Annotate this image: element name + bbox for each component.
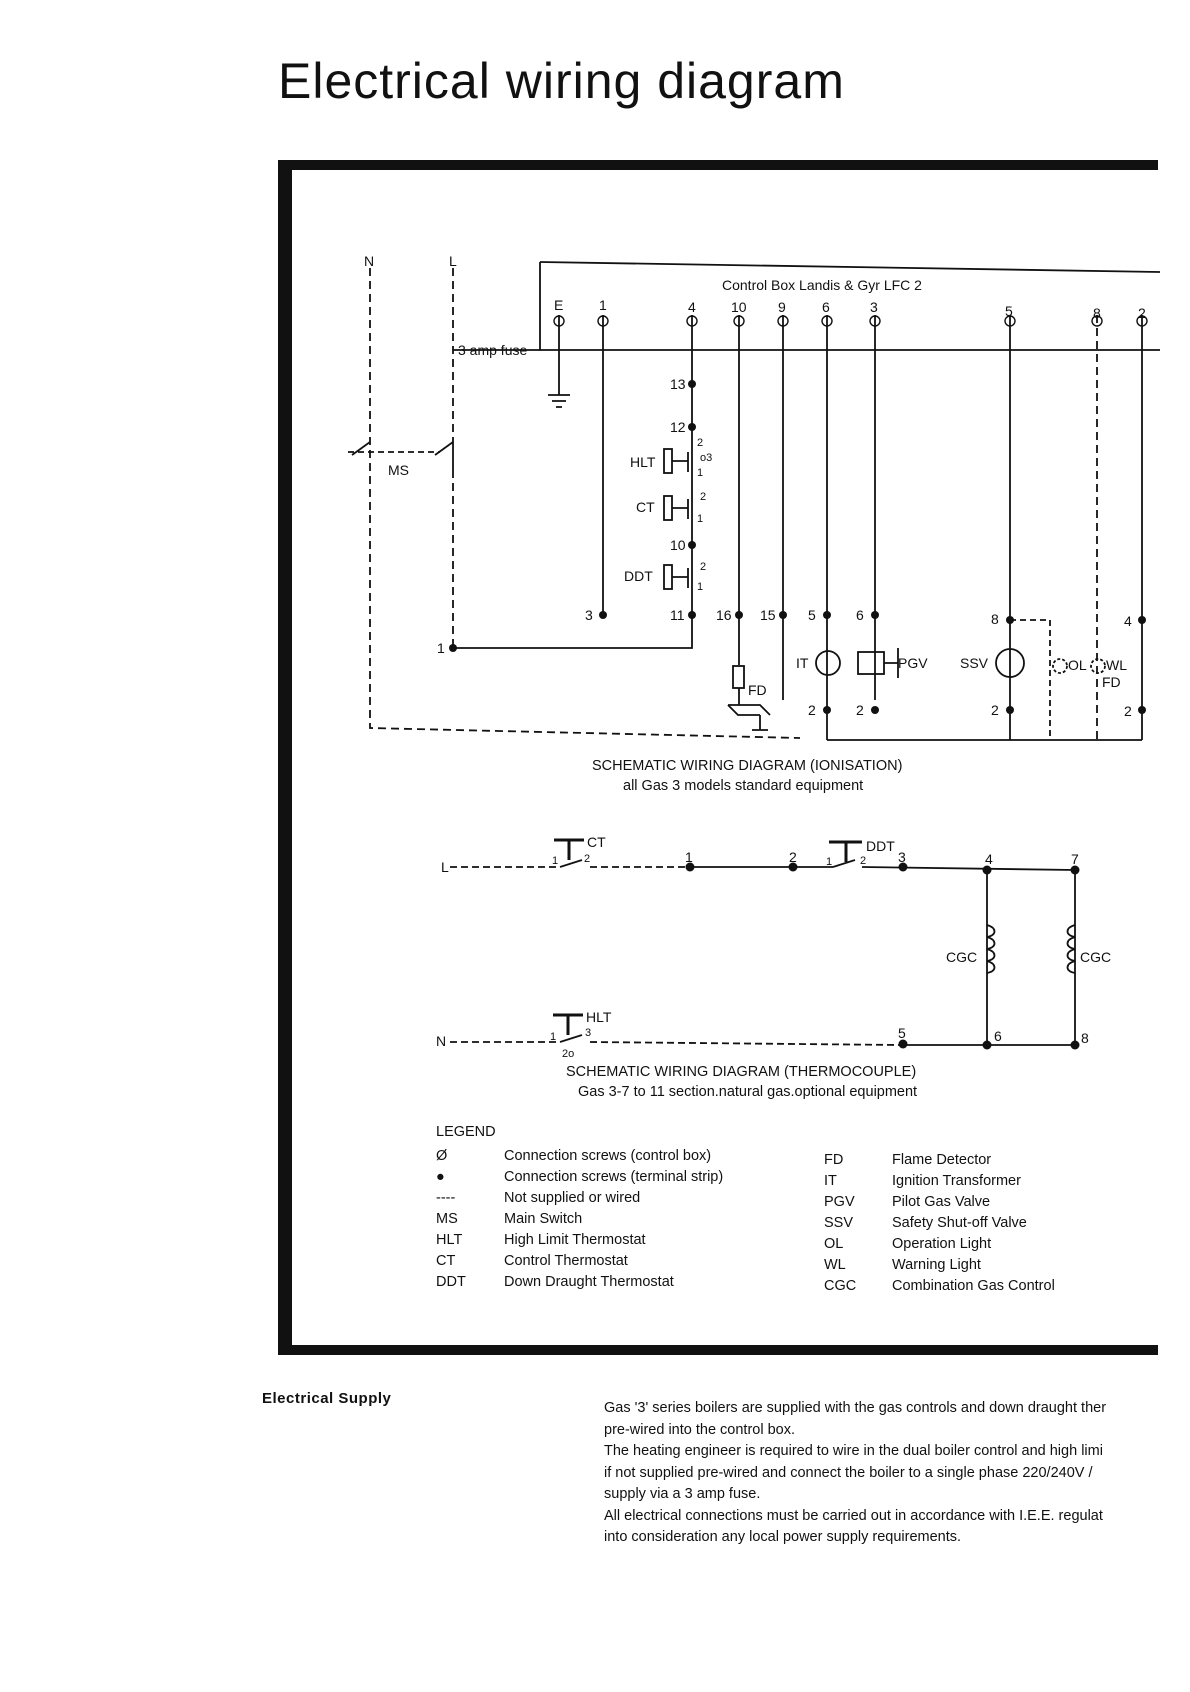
terminal-3: 3 [870, 299, 878, 315]
diagram1-labels [364, 253, 1146, 794]
legend-text: Combination Gas Control [892, 1278, 1055, 1294]
fd-label: FD [748, 682, 767, 698]
ddt-contact-1: 1 [826, 856, 833, 868]
caption2-line2: Gas 3-7 to 11 section.natural gas.optional equipment [578, 1084, 918, 1100]
legend-text: Control Thermostat [504, 1253, 628, 1269]
pilot-gas-valve-symbol [858, 652, 884, 674]
d2-ct-label: CT [587, 834, 606, 850]
legend-symbol: MS [436, 1211, 458, 1227]
diagram2-nodes [686, 863, 1080, 1050]
strip-13: 13 [670, 376, 686, 392]
node-1: 1 [685, 849, 693, 865]
supply-line: All electrical connections must be carried out in accordance with I.E.E. regulat [604, 1507, 1103, 1524]
ssv-label: SSV [960, 655, 989, 671]
control-box-screws [554, 316, 1147, 326]
strip-2c: 2 [991, 702, 999, 718]
supply-line: Gas '3' series boilers are supplied with the gas controls and down draught ther [604, 1400, 1107, 1416]
strip-2b: 2 [856, 702, 864, 718]
cgc-right-coil [1068, 925, 1076, 973]
caption1-line2: all Gas 3 models standard equipment [623, 778, 864, 794]
ol-label: OL [1068, 657, 1087, 673]
node-6: 6 [994, 1028, 1002, 1044]
legend-symbol: Ø [436, 1148, 448, 1164]
l-label: L [449, 253, 457, 269]
supply-line: supply via a 3 amp fuse. [604, 1486, 761, 1502]
legend-text: Connection screws (control box) [504, 1148, 712, 1164]
strip-4: 4 [1124, 613, 1132, 629]
legend-text: Ignition Transformer [892, 1173, 1021, 1189]
ignition-transformer-symbol [816, 651, 840, 675]
strip-11: 11 [670, 607, 685, 623]
ct-contact-2: 2 [584, 853, 591, 865]
terminal-2: 2 [1138, 305, 1146, 321]
supply-line: pre-wired into the control box. [604, 1421, 796, 1438]
legend-text: Down Draught Thermostat [504, 1274, 674, 1290]
legend-symbol: IT [824, 1173, 837, 1189]
ct-contact-2: 2 [700, 491, 707, 503]
ct-thermostat-symbol [664, 496, 672, 520]
strip-6: 6 [856, 607, 864, 623]
node-3: 3 [898, 849, 906, 865]
legend-symbol: OL [824, 1236, 844, 1252]
terminal-6: 6 [822, 299, 830, 315]
strip-16: 16 [716, 607, 732, 623]
legend-text: Safety Shut-off Valve [892, 1215, 1027, 1231]
diagram2-wiring [450, 840, 1075, 1045]
strip-8: 8 [991, 611, 999, 627]
n-label: N [364, 253, 375, 269]
supply-body [604, 1398, 1160, 1549]
page-title: Electrical wiring diagram [278, 53, 845, 109]
legend-symbol: HLT [436, 1232, 463, 1248]
caption1-line1: SCHEMATIC WIRING DIAGRAM (IONISATION) [592, 758, 903, 774]
fuse-label: 3 amp fuse [458, 342, 528, 358]
supply-line: The heating engineer is required to wire in the dual boiler control and high limi [604, 1443, 1103, 1459]
legend-symbol: ● [436, 1169, 445, 1185]
legend-text: Connection screws (terminal strip) [504, 1169, 724, 1185]
terminal-4: 4 [688, 299, 696, 315]
legend-text: Warning Light [892, 1257, 981, 1273]
legend-text: Main Switch [504, 1211, 583, 1227]
legend-symbol: FD [824, 1152, 844, 1168]
d2-hlt-label: HLT [586, 1009, 612, 1025]
pgv-label: PGV [898, 655, 928, 671]
fd-resistor-symbol [733, 666, 744, 688]
node-2: 2 [789, 849, 797, 865]
legend-symbol: ---- [436, 1190, 456, 1206]
ct-label: CT [636, 499, 655, 515]
legend-text: Pilot Gas Valve [892, 1194, 991, 1210]
hlt-contact-3: o3 [700, 452, 713, 464]
strip-5: 5 [808, 607, 816, 623]
cgc-left-coil [987, 925, 995, 973]
diagram1-components [664, 449, 1105, 730]
legend-symbol: CT [436, 1253, 456, 1269]
legend-text: High Limit Thermostat [504, 1232, 646, 1248]
strip-3: 3 [585, 607, 593, 623]
supply-line: into consideration any local power supply requirements. [604, 1529, 962, 1545]
hlt-contact-2o: 2o [562, 1048, 575, 1060]
diagram2-labels [436, 834, 1111, 1100]
operation-light-symbol [1053, 659, 1067, 673]
cgc-right-label: CGC [1080, 949, 1112, 965]
legend-text: Operation Light [892, 1236, 992, 1252]
terminal-10: 10 [731, 299, 747, 315]
legend-heading: LEGEND [436, 1124, 496, 1140]
strip-15: 15 [760, 607, 776, 623]
terminal-1: 1 [599, 297, 607, 313]
it-label: IT [796, 655, 809, 671]
caption2-line1: SCHEMATIC WIRING DIAGRAM (THERMOCOUPLE) [566, 1064, 917, 1080]
hlt-thermostat-symbol [664, 449, 672, 473]
strip-10: 10 [670, 537, 686, 553]
fd2-label: FD [1102, 674, 1121, 690]
node-5: 5 [898, 1025, 906, 1041]
ct-contact-1: 1 [697, 513, 704, 525]
ddt-contact-2: 2 [700, 561, 707, 573]
terminal-8: 8 [1093, 305, 1101, 321]
node-4: 4 [985, 851, 993, 867]
legend [436, 1124, 1055, 1294]
legend-text: Not supplied or wired [504, 1190, 641, 1206]
hlt-contact-1: 1 [697, 467, 704, 479]
ddt-thermostat-symbol [664, 565, 672, 589]
diagram1-wiring [348, 262, 1160, 740]
ddt-contact-2: 2 [860, 855, 867, 867]
legend-symbol: SSV [824, 1215, 854, 1231]
warning-light-symbol [1091, 659, 1105, 673]
terminal-9: 9 [778, 299, 786, 315]
legend-text: Flame Detector [892, 1152, 992, 1168]
strip-2a: 2 [808, 702, 816, 718]
cgc-left-label: CGC [946, 949, 978, 965]
hlt-label: HLT [630, 454, 656, 470]
d2-l-label: L [441, 859, 449, 875]
hlt-contact-1: 1 [550, 1031, 557, 1043]
legend-symbol: DDT [436, 1274, 466, 1290]
supply-heading: Electrical Supply [262, 1390, 392, 1407]
strip-1: 1 [437, 640, 445, 656]
ddt-label: DDT [624, 568, 653, 584]
legend-symbol: PGV [824, 1194, 855, 1210]
hlt-contact-3: 3 [585, 1027, 592, 1039]
hlt-contact-2: 2 [697, 437, 704, 449]
supply-line: if not supplied pre-wired and connect the boiler to a single phase 220/240V / [604, 1464, 1093, 1481]
terminal-e: E [554, 297, 564, 313]
node-7: 7 [1071, 851, 1079, 867]
wl-label: WL [1106, 657, 1127, 673]
control-box-title: Control Box Landis & Gyr LFC 2 [722, 277, 922, 293]
strip-12: 12 [670, 419, 686, 435]
terminal-5: 5 [1005, 303, 1013, 319]
ms-label: MS [388, 462, 409, 478]
ddt-contact-1: 1 [697, 581, 704, 593]
ct-contact-1: 1 [552, 855, 559, 867]
d2-n-label: N [436, 1033, 447, 1049]
d2-ddt-label: DDT [866, 838, 895, 854]
node-8: 8 [1081, 1030, 1089, 1046]
legend-symbol: WL [824, 1257, 846, 1273]
legend-symbol: CGC [824, 1278, 857, 1294]
strip-2d: 2 [1124, 703, 1132, 719]
